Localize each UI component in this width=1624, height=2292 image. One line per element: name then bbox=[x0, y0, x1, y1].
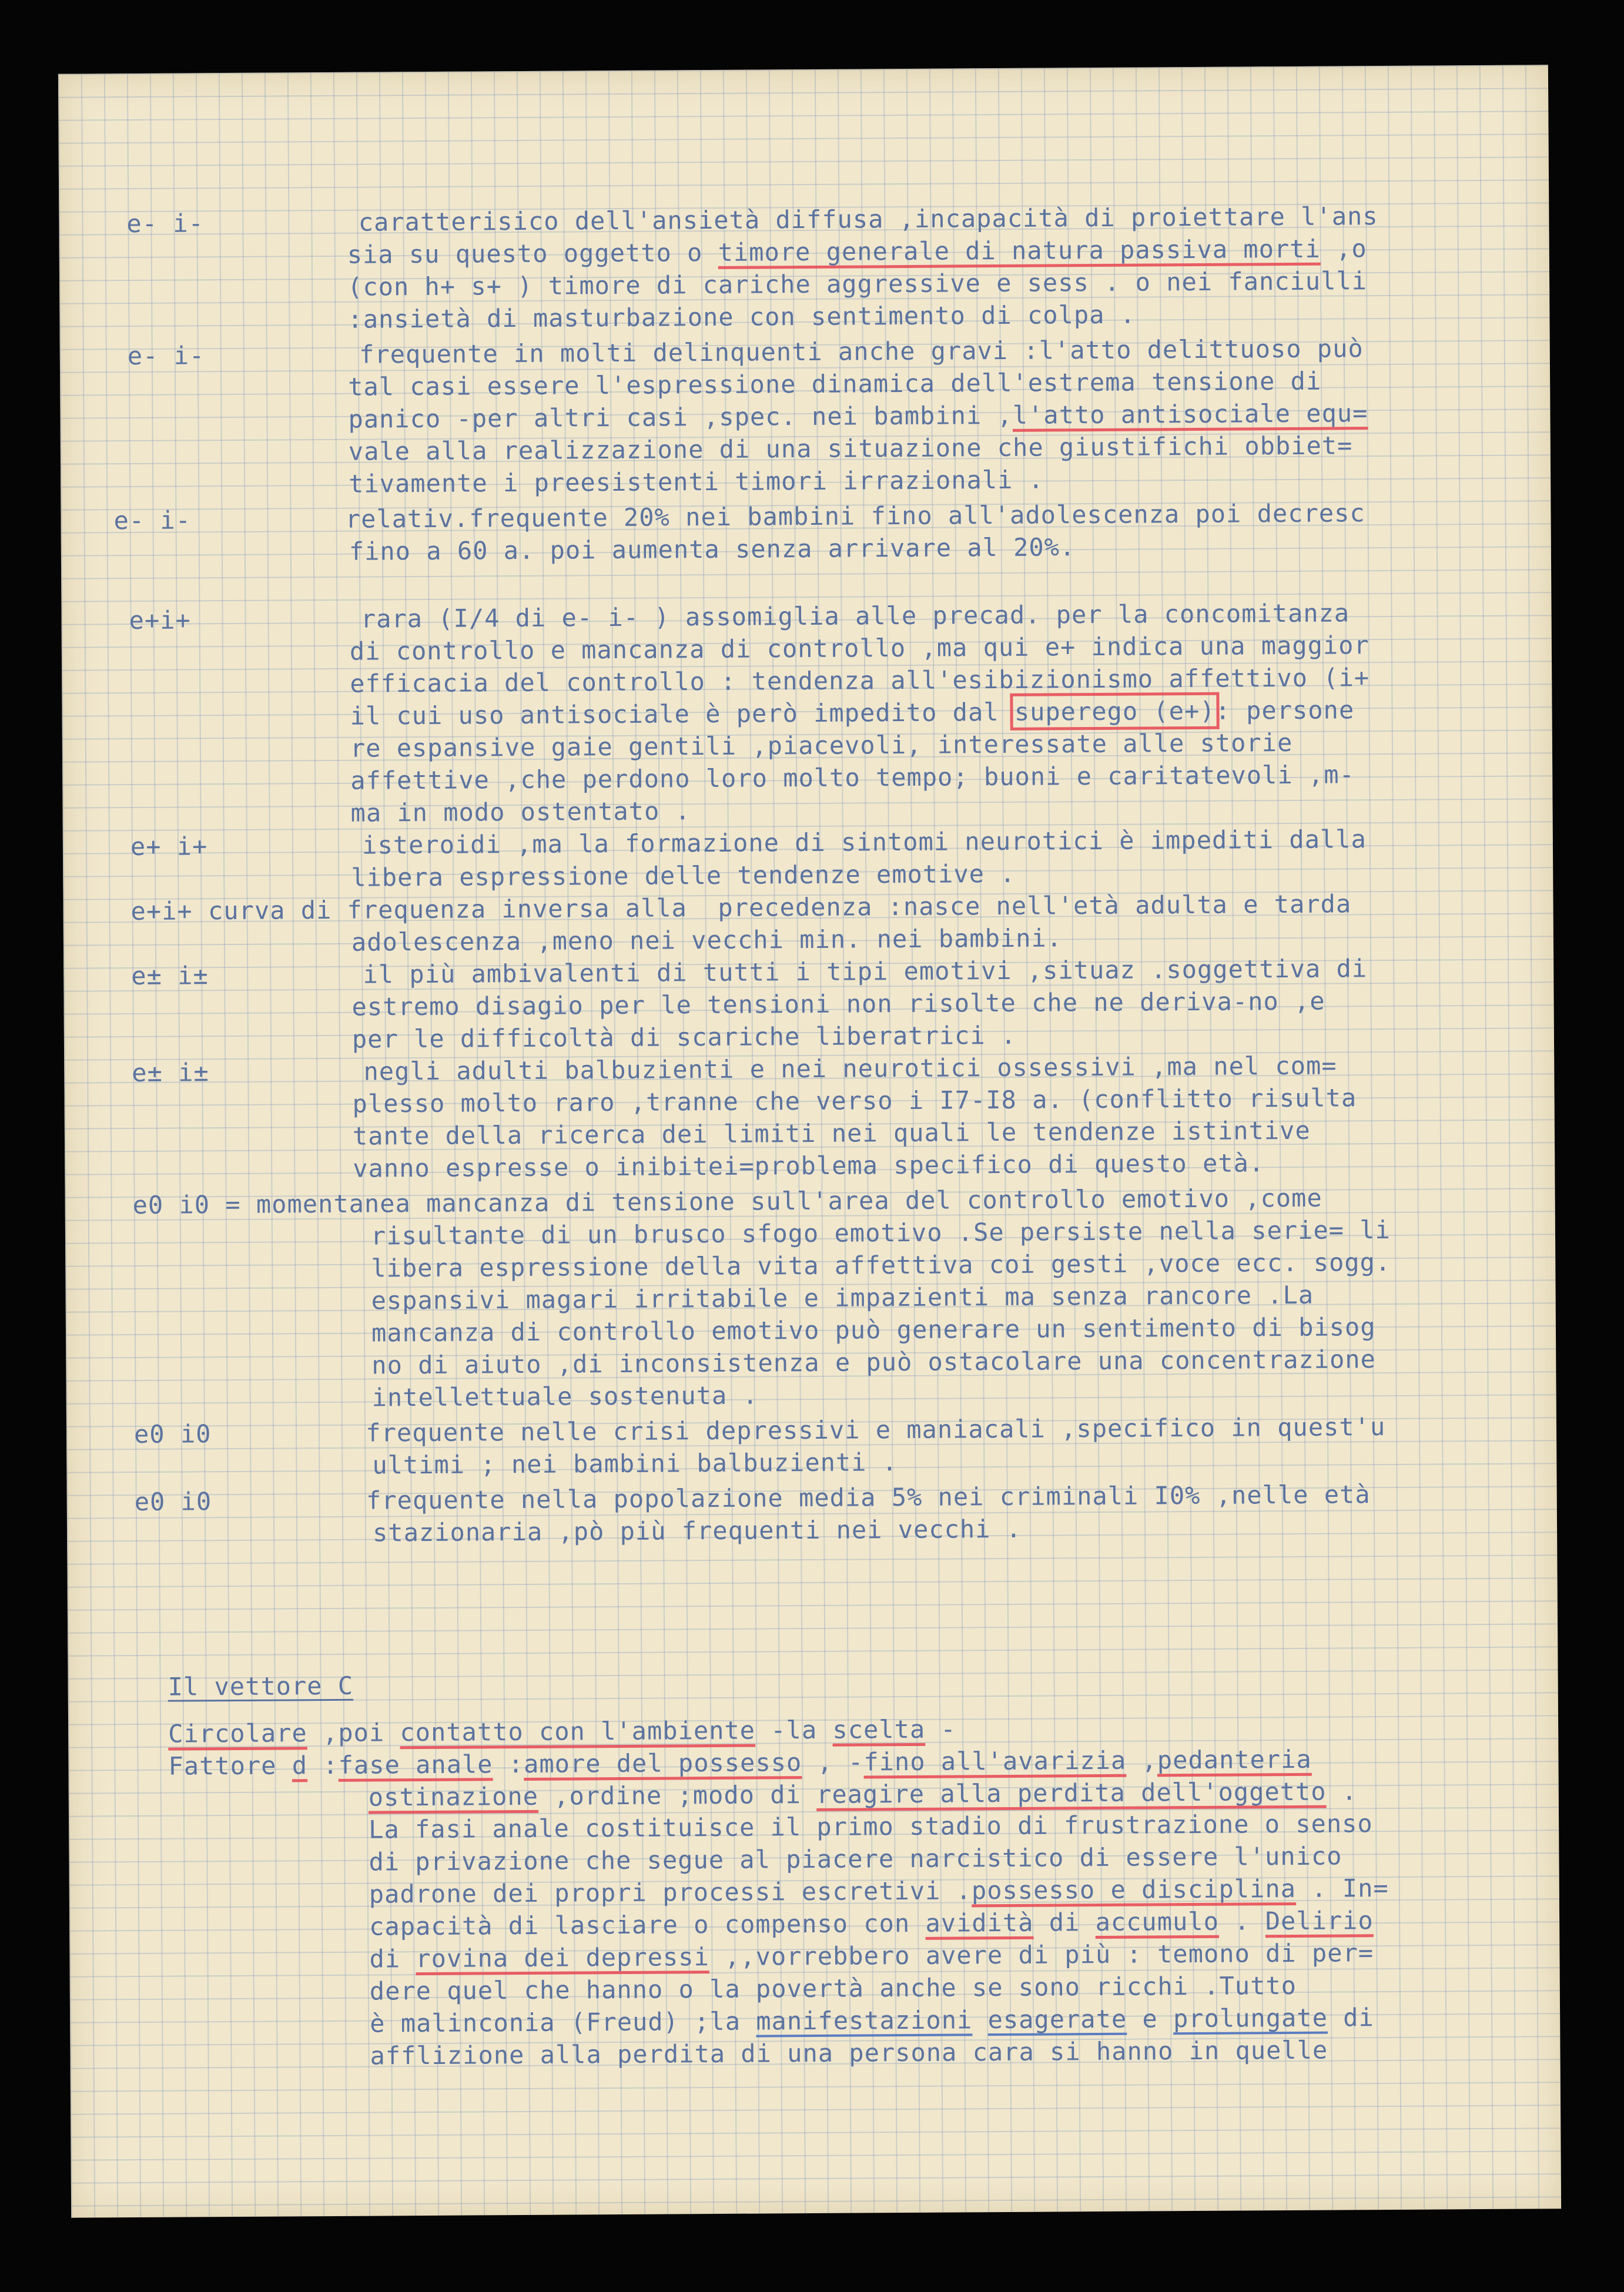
text-line: dere quel che hanno o la povertà anche se sono ricchi .Tutto bbox=[369, 1971, 1297, 2006]
boxed-term: superego (e+) bbox=[1014, 696, 1216, 726]
typewritten-page bbox=[58, 65, 1561, 2217]
text-line: tante della ricerca dei limiti nei quali le tendenze istintive bbox=[352, 1115, 1311, 1151]
text-line: plesso molto raro ,tranne che verso i I7-I8 a. (conflitto risulta bbox=[352, 1083, 1357, 1118]
text-line: sia su questo oggetto o timore generale di natura passiva morti ,o bbox=[347, 234, 1367, 269]
text-line: ostinazione ,ordine ;modo di reagire alla perdita dell'oggetto . bbox=[368, 1777, 1358, 1812]
text-line: tivamente i preesistenti timori irrazionali . bbox=[349, 465, 1044, 498]
text-line: vanno espresse o inibitei=problema specifico di questo età. bbox=[353, 1148, 1265, 1183]
text-line: libera espressione delle tendenze emotive . bbox=[351, 859, 1016, 892]
text-line: :ansietà di masturbazione con sentimento di colpa . bbox=[347, 300, 1136, 334]
text-line: e± i± il più ambivalenti di tutti i tipi emotivi ,situaz .soggettiva di bbox=[131, 954, 1368, 991]
text-line: mancanza di controllo emotivo può generare un sentimento di bisog bbox=[371, 1312, 1376, 1348]
section-heading: Il vettore C bbox=[168, 1671, 354, 1701]
text-line: adolescenza ,meno nei vecchi min. nei bambini. bbox=[351, 923, 1063, 957]
text-line: di privazione che segue al piacere narcistico di essere l'unico bbox=[369, 1841, 1342, 1877]
text-line: e0 i0 frequente nella popolazione media 5% nei criminali I0% ,nelle età bbox=[134, 1480, 1371, 1517]
text-line: e- i- frequente in molti delinquenti anche gravi :l'atto delittuoso può bbox=[127, 334, 1364, 371]
text-line: vale alla realizzazione di una situazione che giustifichi obbiet= bbox=[348, 431, 1353, 466]
text-line: e± i± negli adulti balbuzienti e nei neurotici ossessivi ,ma nel com= bbox=[132, 1051, 1337, 1088]
text-line: tal casi essere l'espressione dinamica dell'estrema tensione di bbox=[347, 366, 1322, 401]
text-line: e0 i0 frequente nelle crisi depressivi e maniacali ,specifico in quest'u bbox=[133, 1412, 1386, 1449]
text-line: no di aiuto ,di inconsistenza e può ostacolare una concentrazione bbox=[371, 1345, 1377, 1380]
text-line: Fattore d :fase anale :amore del possesso , -fino all'avarizia ,pedanteria bbox=[168, 1744, 1312, 1781]
text-line: La fasi anale costituisce il primo stadio di frustrazione o senso bbox=[368, 1809, 1373, 1844]
text-line: intellettuale sostenuta . bbox=[371, 1380, 758, 1412]
text-line: efficacia del controllo : tendenza all'esibizionismo affettivo (i+ bbox=[350, 663, 1370, 698]
text-line: stazionaria ,pò più frequenti nei vecchi . bbox=[372, 1514, 1022, 1547]
text-line: e+i+ rara (I/4 di e- i- ) assomiglia alle precad. per la concomitanza bbox=[129, 598, 1350, 635]
text-line: per le difficoltà di scariche liberatrici . bbox=[351, 1020, 1017, 1054]
text-line: libera espressione della vita affettiva coi gesti ,voce ecc. sogg. bbox=[371, 1247, 1391, 1283]
text-line: afflizione alla perdita di una persona cara si hanno in quelle bbox=[370, 2035, 1328, 2070]
text-line: re espansive gaie gentili ,piacevoli, interessate alle storie bbox=[350, 728, 1293, 763]
text-line: risultante di un brusco sfogo emotivo .Se persiste nella serie= li bbox=[370, 1215, 1391, 1251]
text-line: ultimi ; nei bambini balbuzienti . bbox=[372, 1447, 898, 1480]
text-line: ma in modo ostentato . bbox=[350, 796, 691, 827]
text-line: affettive ,che perdono loro molto tempo; buoni e caritatevoli ,m- bbox=[350, 760, 1355, 795]
text-line: fino a 60 a. poi aumenta senza arrivare al 20%. bbox=[349, 532, 1076, 566]
text-line: espansivi magari irritabile e impazienti ma senza rancore .La bbox=[371, 1280, 1314, 1315]
text-line: e+i+ curva di frequenza inversa alla precedenza :nasce nell'età adulta e tarda bbox=[130, 889, 1352, 926]
text-line: è malinconia (Freud) ;la manifestazioni esagerate e prolungate di bbox=[370, 2003, 1374, 2038]
text-line: (con h+ s+ ) timore di cariche aggressive e sess . o nei fanciulli bbox=[347, 266, 1368, 301]
text-line: di rovina dei depressi ,,vorrebbero avere di più : temono di per= bbox=[369, 1938, 1374, 1973]
text-line: e- i- caratterisico dell'ansietà diffusa ,incapacità di proiettare l'ans bbox=[126, 202, 1378, 239]
text-line: panico -per altri casi ,spec. nei bambini ,l'atto antisociale equ= bbox=[348, 398, 1368, 434]
text-line: padrone dei propri processi escretivi .possesso e disciplina . In= bbox=[369, 1874, 1389, 1909]
text-line: di controllo e mancanza di controllo ,ma qui e+ indica una maggior bbox=[349, 631, 1369, 666]
text-line: e+ i+ isteroidi ,ma la formazione di sintomi neurotici è impediti dalla bbox=[130, 825, 1367, 862]
text-line: Circolare ,poi contatto con l'ambiente -la scelta - bbox=[168, 1714, 956, 1748]
text-line: il cui uso antisociale è però impedito dal superego (e+): persone bbox=[350, 695, 1355, 731]
text-line: estremo disagio per le tensioni non risolte che ne deriva-no ,e bbox=[351, 986, 1325, 1021]
text-line: e0 i0 = momentanea mancanza di tensione sull'area del controllo emotivo ,come bbox=[132, 1183, 1322, 1220]
text-line: capacità di lasciare o compenso con avidità di accumulo . Delirio bbox=[369, 1906, 1374, 1941]
text-line: e- i- relativ.frequente 20% nei bambini fino all'adolescenza poi decresc bbox=[113, 498, 1365, 535]
